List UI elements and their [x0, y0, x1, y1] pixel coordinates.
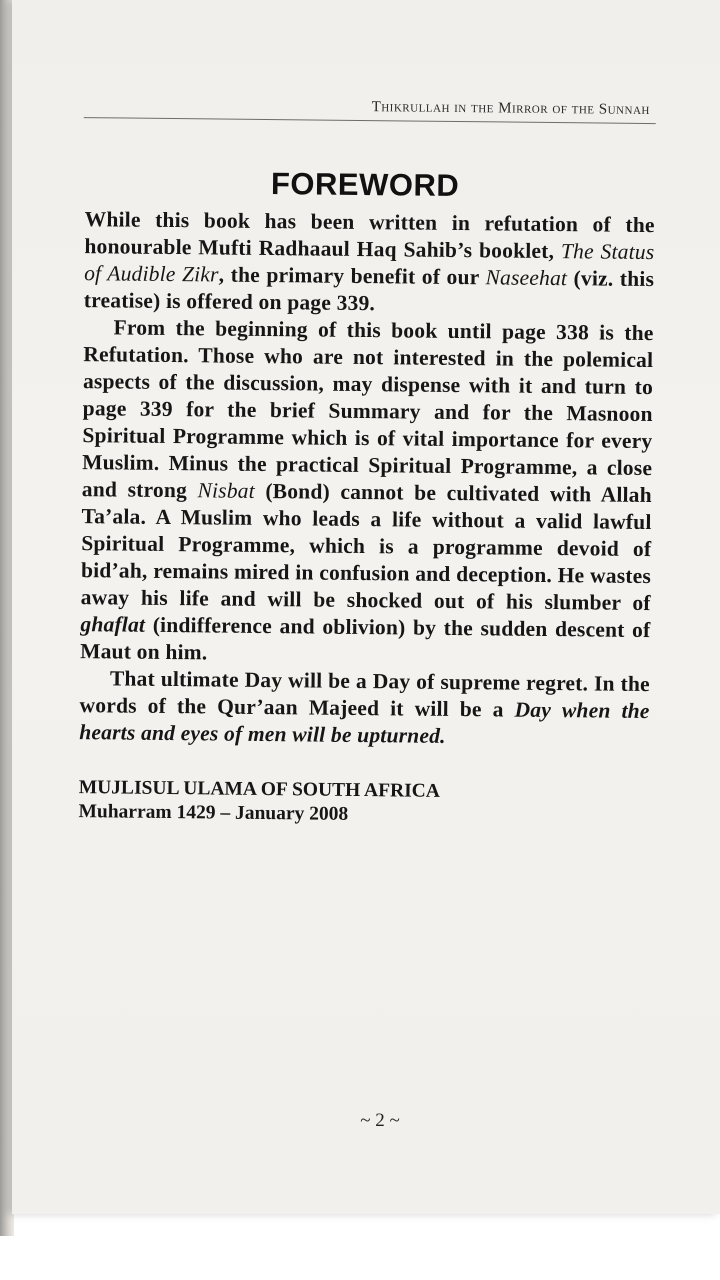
signature-organization: MUJLISUL ULAMA OF SOUTH AFRICA [78, 777, 441, 802]
book-page [12, 0, 720, 1214]
p2-text-b: (Bond) cannot be cultivated with Allah Ta’ala. A Muslim who leads a life without a valid lawful Spiritual Programme, which is a programme devoid of bid’ah, remains mired in confusion and deception. He wastes away his life and will be shocked out of his slumber of [80, 478, 652, 616]
p2-nisbat: Nisbat [197, 478, 256, 503]
signature-date: Muharram 1429 – January 2008 [78, 801, 349, 825]
paragraph-1 [84, 206, 655, 320]
p2-ghaflat: ghaflat [80, 612, 146, 637]
p3-text-a: That ultimate Day will be a Day of supreme regret. In the words of the Qur’aan Majeed it will be a [79, 666, 650, 722]
foreword-body [79, 206, 655, 752]
p3-quote: Day when the hearts and eyes of men will be upturned. [79, 697, 650, 748]
p1-text-b: , the primary benefit of our [218, 262, 486, 290]
page-title: FOREWORD [270, 166, 460, 204]
p1-text-a: While this book has been written in refutation of the honourable Mufti Radhaaul Haq Sahib’s booklet, [84, 207, 655, 264]
p1-text-c: (viz. this treatise) is offered on page 339. [83, 266, 655, 316]
page-content [68, 96, 656, 830]
p2-text-c: (indifference and oblivion) by the sudden descent of Maut on him. [80, 612, 651, 665]
paragraph-2 [80, 314, 654, 671]
p1-naseehat: Naseehat [485, 265, 568, 291]
p1-booklet-title: The Status of Audible Zikr [84, 239, 655, 287]
running-header: Thikrullah in the Mirror of the Sunnah [84, 96, 656, 124]
p2-text-a: From the beginning of this book until page 338 is the Refutation. Those who are not interested in the polemical aspects of the discussion, may dispense with it and turn to page 339 for the brief Summary and for the Masnoon Spiritual Programme which is of vital importance for every Muslim. Minus the practical Spiritual Programme, a close and strong [81, 315, 654, 503]
paragraph-3 [79, 665, 650, 752]
signature-block [78, 776, 648, 830]
page-number: ~ 2 ~ [360, 1110, 400, 1131]
